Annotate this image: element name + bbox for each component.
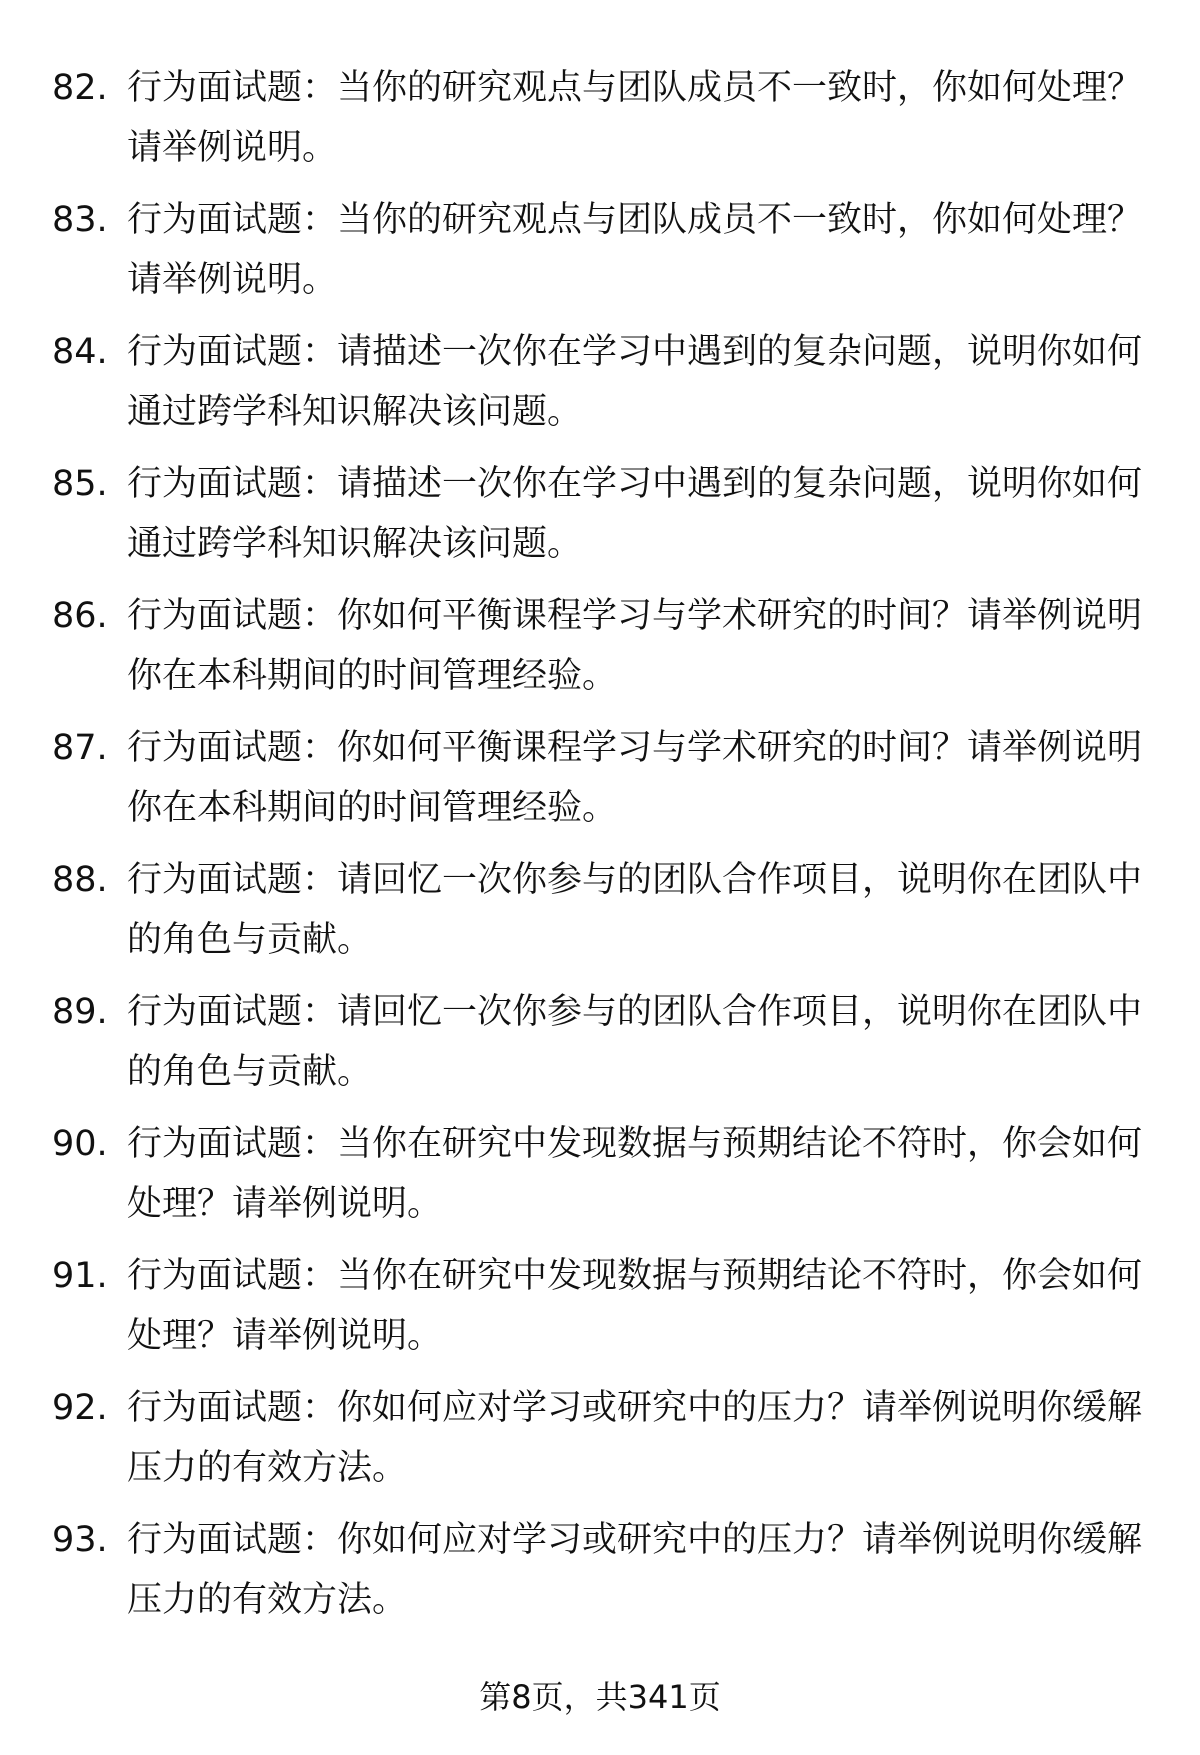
question-number: 89. [52, 992, 108, 1032]
question-number: 86. [52, 596, 108, 636]
question-item [0, 718, 1200, 850]
question-number: 93. [52, 1520, 108, 1560]
question-number: 90. [52, 1124, 108, 1164]
question-text: 行为面试题：当你的研究观点与团队成员不一致时，你如何处理？请举例说明。 [127, 68, 1143, 168]
question-text: 行为面试题：请描述一次你在学习中遇到的复杂问题，说明你如何通过跨学科知识解决该问题。 [127, 464, 1143, 564]
question-number: 92. [52, 1388, 108, 1428]
question-text: 行为面试题：请描述一次你在学习中遇到的复杂问题，说明你如何通过跨学科知识解决该问题。 [127, 332, 1143, 432]
question-item [0, 1378, 1200, 1510]
question-item [0, 454, 1200, 586]
question-item [0, 1246, 1200, 1378]
question-text: 行为面试题：请回忆一次你参与的团队合作项目，说明你在团队中的角色与贡献。 [127, 992, 1143, 1092]
question-item [0, 586, 1200, 718]
question-text: 行为面试题：你如何平衡课程学习与学术研究的时间？请举例说明你在本科期间的时间管理经验。 [127, 596, 1143, 696]
page-number: 第8页，共341页 [479, 1678, 721, 1716]
question-item [0, 322, 1200, 454]
question-number: 87. [52, 728, 108, 768]
question-text: 行为面试题：当你在研究中发现数据与预期结论不符时，你会如何处理？请举例说明。 [127, 1256, 1143, 1356]
question-number: 82. [52, 68, 108, 108]
question-text: 行为面试题：当你的研究观点与团队成员不一致时，你如何处理？请举例说明。 [127, 200, 1143, 300]
question-item [0, 1114, 1200, 1246]
question-number: 85. [52, 464, 108, 504]
question-item [0, 58, 1200, 190]
question-number: 84. [52, 332, 108, 372]
question-item [0, 982, 1200, 1114]
question-text: 行为面试题：当你在研究中发现数据与预期结论不符时，你会如何处理？请举例说明。 [127, 1124, 1143, 1224]
question-text: 行为面试题：你如何应对学习或研究中的压力？请举例说明你缓解压力的有效方法。 [127, 1520, 1143, 1620]
question-item [0, 850, 1200, 982]
question-number: 88. [52, 860, 108, 900]
question-number: 83. [52, 200, 108, 240]
question-text: 行为面试题：请回忆一次你参与的团队合作项目，说明你在团队中的角色与贡献。 [127, 860, 1143, 960]
question-item [0, 190, 1200, 322]
question-text: 行为面试题：你如何应对学习或研究中的压力？请举例说明你缓解压力的有效方法。 [127, 1388, 1143, 1488]
question-item [0, 1510, 1200, 1642]
question-text: 行为面试题：你如何平衡课程学习与学术研究的时间？请举例说明你在本科期间的时间管理经验。 [127, 728, 1143, 828]
question-number: 91. [52, 1256, 108, 1296]
question-list [0, 58, 1200, 1642]
